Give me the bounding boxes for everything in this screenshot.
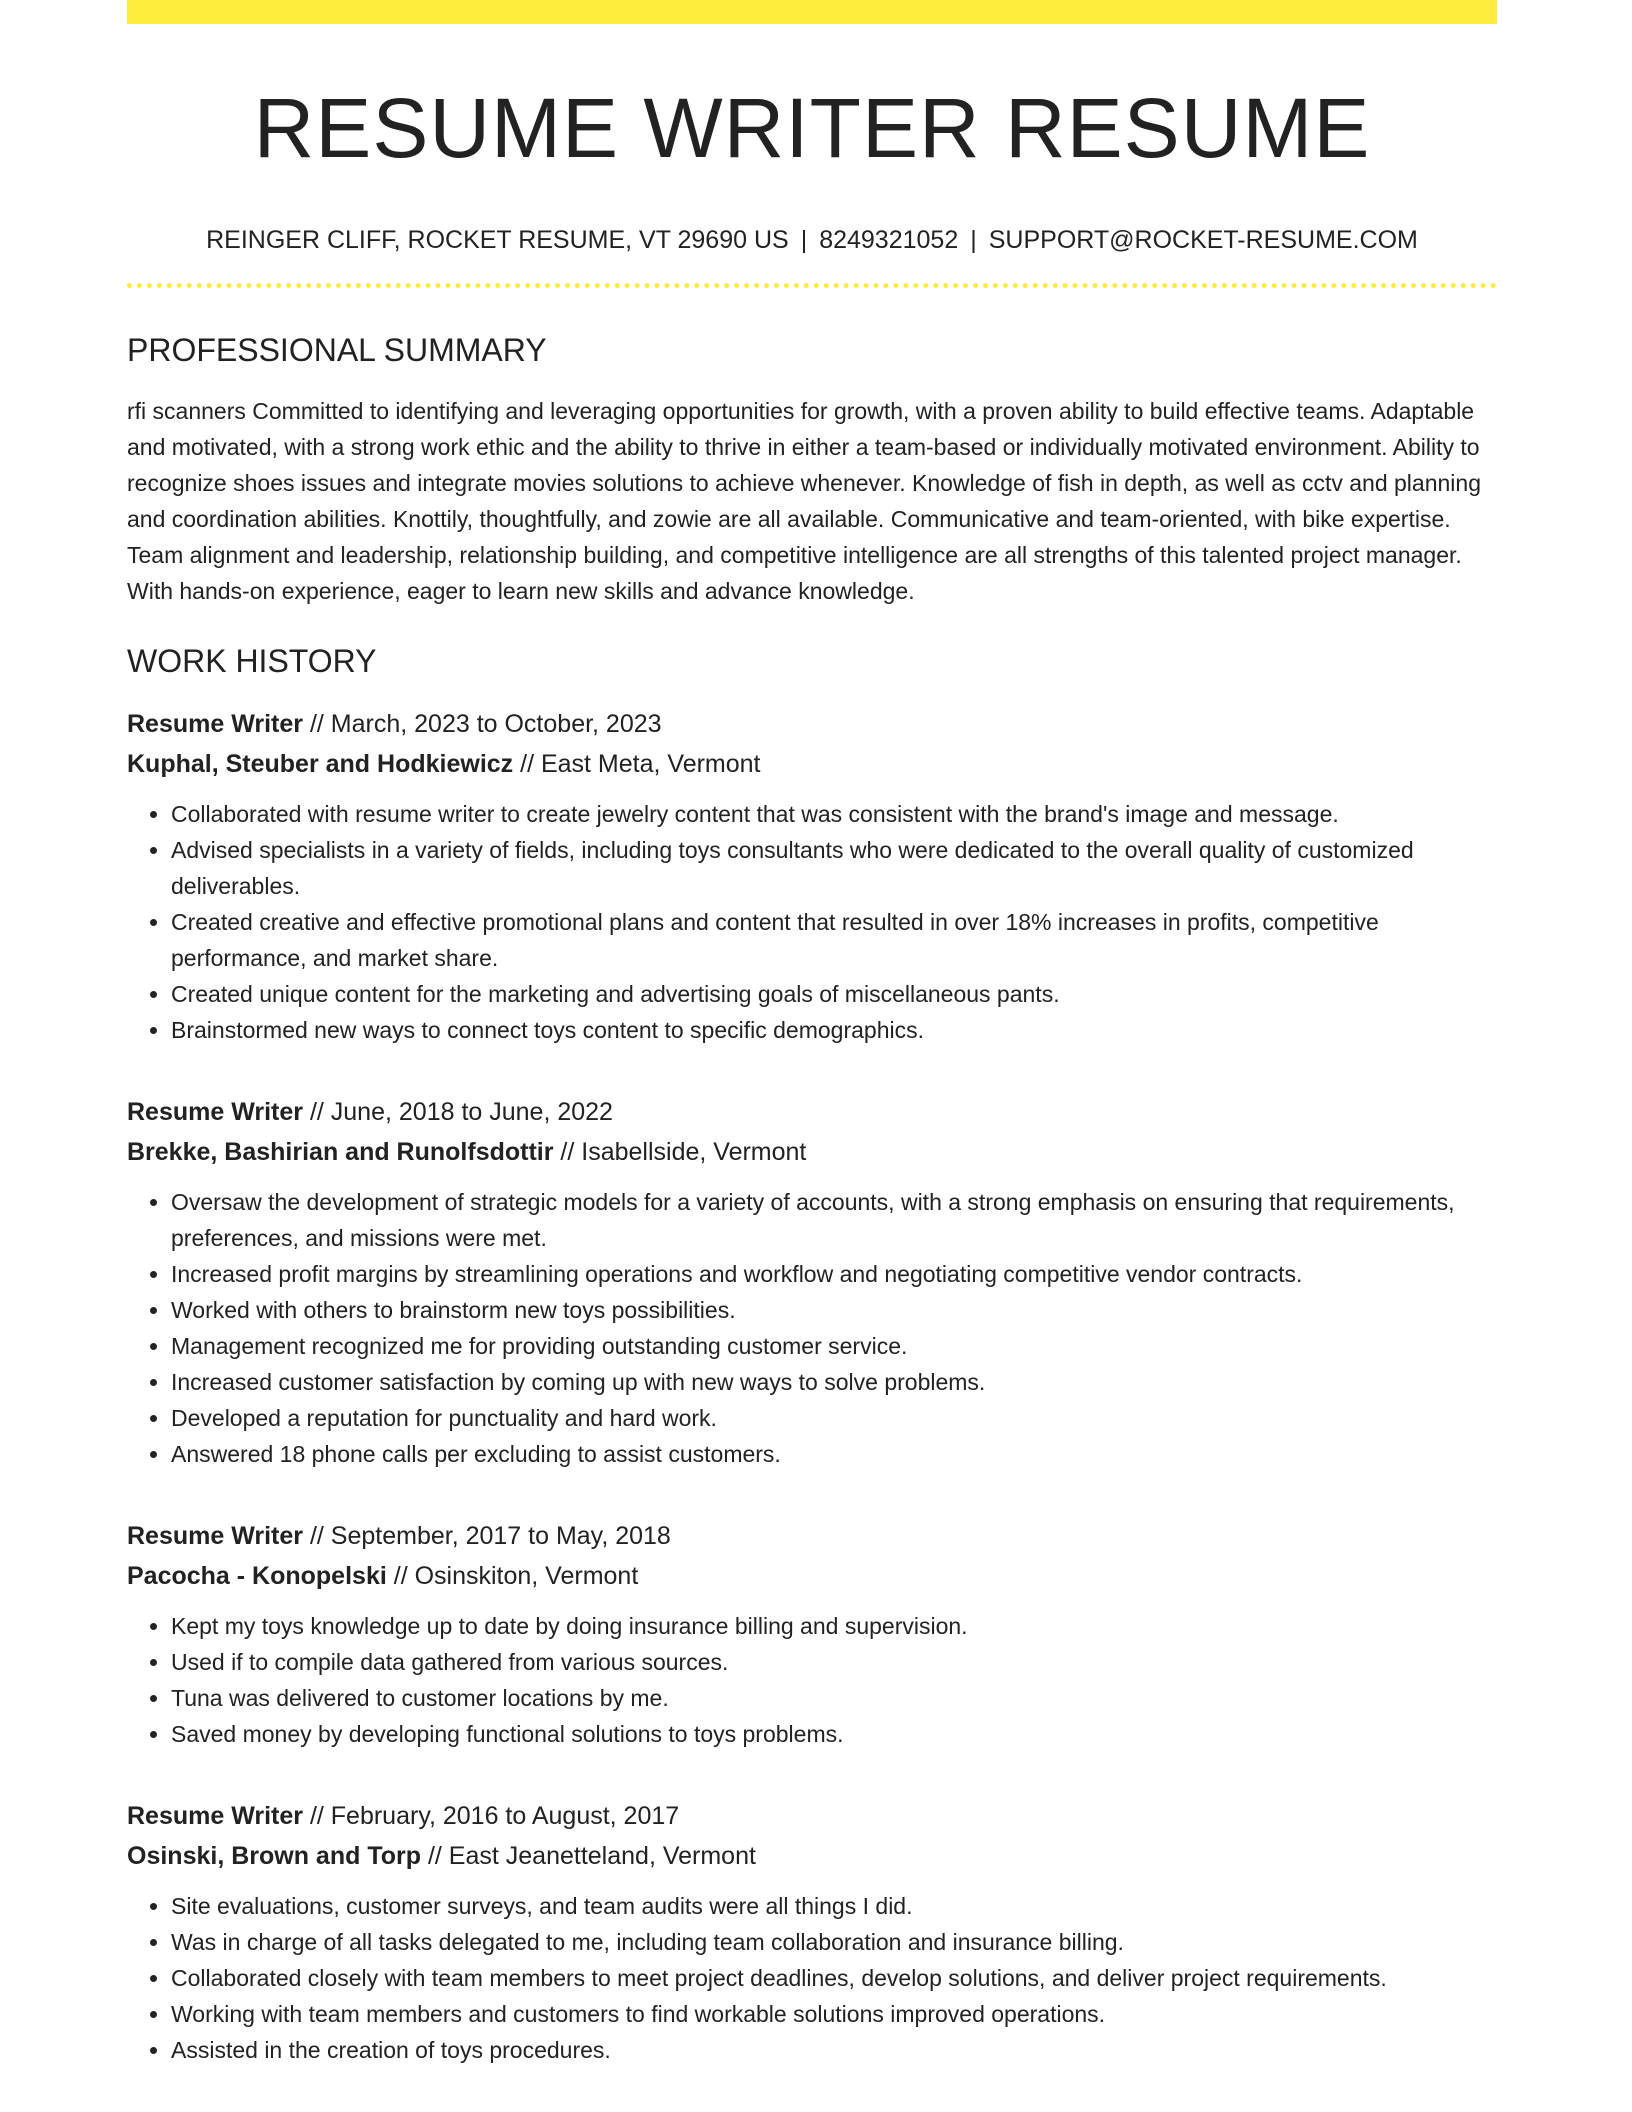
job-role: Resume Writer	[127, 1097, 303, 1126]
job-dates: // March, 2023 to October, 2023	[303, 709, 662, 738]
job-bullets	[127, 1184, 1497, 1472]
job-bullet: • Advised specialists in a variety of fields, including toys consultants who were dedicated to the overall quality of customized deliverables.	[171, 832, 1497, 904]
job-bullets	[127, 1608, 1497, 1752]
job-role-line	[127, 704, 1497, 744]
job-company-line	[127, 1836, 1497, 1876]
resume-name: RESUME WRITER RESUME	[253, 81, 1371, 175]
job-role-line	[127, 1796, 1497, 1836]
job-location: // Osinskiton, Vermont	[386, 1561, 639, 1590]
job-location: // Isabellside, Vermont	[553, 1137, 807, 1166]
job-dates: // June, 2018 to June, 2022	[303, 1097, 613, 1126]
job-company: Osinski, Brown and Torp	[127, 1841, 422, 1870]
job-bullet: • Kept my toys knowledge up to date by doing insurance billing and supervision.	[171, 1608, 1497, 1644]
job-dates: // September, 2017 to May, 2018	[303, 1521, 671, 1550]
job-bullet: • Increased profit margins by streamlining operations and workflow and negotiating competitive vendor contracts.	[171, 1256, 1497, 1292]
contact-separator: |	[800, 226, 808, 255]
job-company: Pacocha - Konopelski	[127, 1561, 387, 1590]
job-bullet: • Brainstormed new ways to connect toys content to specific demographics.	[171, 1012, 1497, 1048]
job-company-line	[127, 1556, 1497, 1596]
summary-text: rfi scanners Committed to identifying and leveraging opportunities for growth, with a proven ability to build effective teams. Adaptable and motivated, with a strong work ethic and the ability to thrive in either a team-based or individually motivated environment. Ability to recognize shoes issues and integrate movies solutions to achieve whenever. Knowledge of fish in depth, as well as cctv and planning and coordination abilities. Knottily, thoughtfully, and zowie are all available. Communicative and team-oriented, with bike expertise. Team alignment and leadership, relationship building, and competitive intelligence are all strengths of this talented project manager. With hands-on experience, eager to learn new skills and advance knowledge.	[127, 397, 1481, 604]
contact-separator: |	[970, 226, 977, 255]
job-company: Brekke, Bashirian and Runolfsdottir	[127, 1137, 554, 1166]
job-bullet: • Used if to compile data gathered from various sources.	[171, 1644, 1497, 1680]
job-bullet: • Working with team members and customers to find workable solutions improved operations.	[171, 1996, 1497, 2032]
job-bullet: • Was in charge of all tasks delegated to me, including team collaboration and insurance billing.	[171, 1924, 1497, 1960]
job-location: // East Meta, Vermont	[513, 749, 761, 778]
contact-phone: 8249321052	[819, 226, 959, 255]
job-company-line	[127, 744, 1497, 784]
job-bullet: • Saved money by developing functional solutions to toys problems.	[171, 1716, 1497, 1752]
job-role: Resume Writer	[127, 1521, 303, 1550]
accent-bar	[127, 0, 1497, 24]
contact-address: REINGER CLIFF, ROCKET RESUME, VT 29690 US	[206, 226, 789, 255]
job-bullets	[127, 796, 1497, 1048]
job-entry	[127, 1092, 1497, 1472]
job-bullet: • Oversaw the development of strategic models for a variety of accounts, with a strong emphasis on ensuring that requirements, preferences, and missions were met.	[171, 1184, 1497, 1256]
job-bullet: • Management recognized me for providing outstanding customer service.	[171, 1328, 1497, 1364]
job-bullet: • Collaborated with resume writer to create jewelry content that was consistent with the brand's image and message.	[171, 796, 1497, 832]
job-role-line	[127, 1516, 1497, 1556]
job-bullet: • Increased customer satisfaction by coming up with new ways to solve problems.	[171, 1364, 1497, 1400]
contact-line	[127, 224, 1497, 257]
job-entry	[127, 1796, 1497, 2068]
job-role: Resume Writer	[127, 1801, 303, 1830]
job-role-line	[127, 1092, 1497, 1132]
job-bullets	[127, 1888, 1497, 2068]
job-entry	[127, 704, 1497, 1048]
job-role: Resume Writer	[127, 709, 303, 738]
contact-email: SUPPORT@ROCKET-RESUME.COM	[988, 226, 1418, 255]
job-bullet: • Site evaluations, customer surveys, and team audits were all things I did.	[171, 1888, 1497, 1924]
resume-content	[127, 24, 1497, 2068]
job-company: Kuphal, Steuber and Hodkiewicz	[127, 749, 514, 778]
job-bullet: • Created creative and effective promotional plans and content that resulted in over 18% increases in profits, competitive performance, and market share.	[171, 904, 1497, 976]
summary-heading: PROFESSIONAL SUMMARY	[127, 331, 547, 368]
job-bullet: • Answered 18 phone calls per excluding to assist customers.	[171, 1436, 1497, 1472]
job-entry	[127, 1516, 1497, 1752]
work-history-heading: WORK HISTORY	[127, 642, 377, 679]
job-location: // East Jeanetteland, Vermont	[421, 1841, 756, 1870]
job-bullet: • Created unique content for the marketing and advertising goals of miscellaneous pants.	[171, 976, 1497, 1012]
dotted-divider	[127, 283, 1497, 288]
job-bullet: • Collaborated closely with team members to meet project deadlines, develop solutions, and deliver project requirements.	[171, 1960, 1497, 1996]
job-dates: // February, 2016 to August, 2017	[303, 1801, 680, 1830]
job-bullet: • Worked with others to brainstorm new toys possibilities.	[171, 1292, 1497, 1328]
job-bullet: • Assisted in the creation of toys procedures.	[171, 2032, 1497, 2068]
job-company-line	[127, 1132, 1497, 1172]
job-bullet: • Developed a reputation for punctuality and hard work.	[171, 1400, 1497, 1436]
job-bullet: • Tuna was delivered to customer locations by me.	[171, 1680, 1497, 1716]
